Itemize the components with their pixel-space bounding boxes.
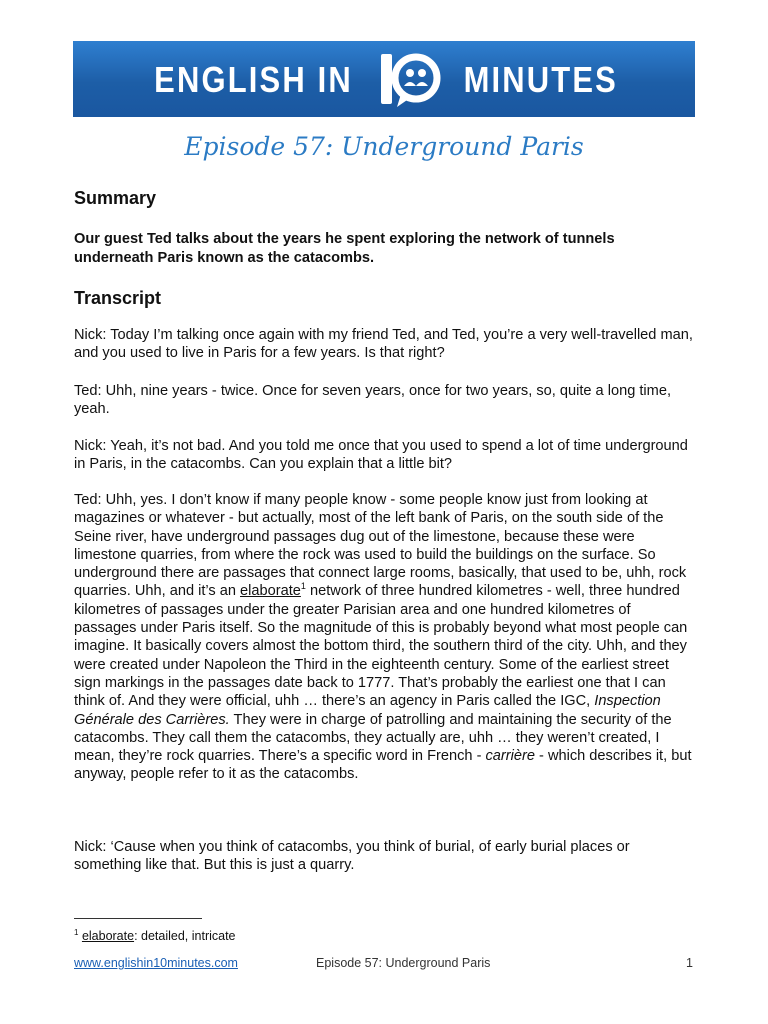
footnote-marker[interactable]: 1: [300, 581, 306, 592]
transcript-paragraph: [74, 491, 694, 784]
paragraph-text: network of three hundred kilometres - well, three hundred kilometres of passages under the greater Parisian area and one hundred kilometres of passages under Paris itself. So the magnitude of this is probably beyond what most people can imagine. It basically covers almost the bottom third, the southern third of the city. Uhh, and they were created under Napoleon the Third in the eighteenth century. Some of the earliest street sign markings in the passages date back to 1777. That’s probably the earliest one that I can think of. And they were official, uhh … there’s an agency in Paris called the IGC,: [74, 583, 688, 710]
transcript-paragraph: Nick: Today I’m talking once again with my friend Ted, and Ted, you’re a very well-travelled man, and you used to live in Paris for a few years. Is that right?: [74, 327, 693, 362]
page-number: 1: [686, 956, 693, 970]
italic-term: carrière: [485, 748, 535, 765]
transcript-paragraph: Ted: Uhh, nine years - twice. Once for seven years, once for two years, so, quite a long time, yeah.: [74, 383, 672, 418]
footnote: [74, 929, 236, 943]
paragraph-text: They were in charge of patrolling and maintaining the security of the catacombs. They call them the catacombs, they actually are, uhh … they weren’t created, I mean, they’re rock quarries. There’s a specific word in French -: [74, 711, 672, 765]
footnote-number: 1: [74, 927, 79, 937]
footnote-definition: : detailed, intricate: [134, 929, 236, 943]
italic-term: Inspection Générale des Carrières.: [74, 693, 661, 728]
glossary-term-link[interactable]: elaborate: [240, 583, 301, 600]
brand-logo-lockup: [138, 50, 631, 110]
paragraph-text: Ted: Uhh, yes. I don’t know if many people know - some people know just from looking at magazines or whatever - but actually, most of the left bank of Paris, on the south side of the Seine river, have underground passages dug out of the limestone, because these were limestone quarries, from where the rock was used to build the buildings on the surface. So underground there are passages that connect large rooms, basically, that used to be, uhh, rock quarries. Uhh, and it’s an: [74, 492, 687, 600]
header-banner: [73, 41, 695, 117]
summary-heading: Summary: [74, 188, 157, 208]
transcript-paragraph: Nick: ‘Cause when you think of catacombs, you think of burial, of early burial places or something like that. But this is just a quarry.: [74, 839, 630, 874]
episode-title: Episode 57: Underground Paris: [184, 132, 584, 161]
brand-word-right: MINUTES: [463, 59, 618, 100]
paragraph-text: - which describes it, but anyway, people refer to it as the catacombs.: [74, 748, 692, 783]
transcript-heading: Transcript: [74, 288, 162, 308]
footnote-divider: [74, 918, 202, 919]
website-link[interactable]: www.englishin10minutes.com: [74, 956, 238, 970]
transcript-paragraph: Nick: Yeah, it’s not bad. And you told me once that you used to spend a lot of time underground in Paris, in the catacombs. Can you explain that a little bit?: [74, 438, 688, 473]
footer-episode-title: Episode 57: Underground Paris: [316, 956, 491, 970]
speech-bubbles-ten-logo-icon: [379, 50, 441, 110]
footnote-term: elaborate: [81, 929, 135, 943]
brand-word-left: ENGLISH IN: [153, 59, 353, 100]
summary-text: Our guest Ted talks about the years he spent exploring the network of tunnels underneath Paris known as the catacombs.: [74, 231, 615, 266]
